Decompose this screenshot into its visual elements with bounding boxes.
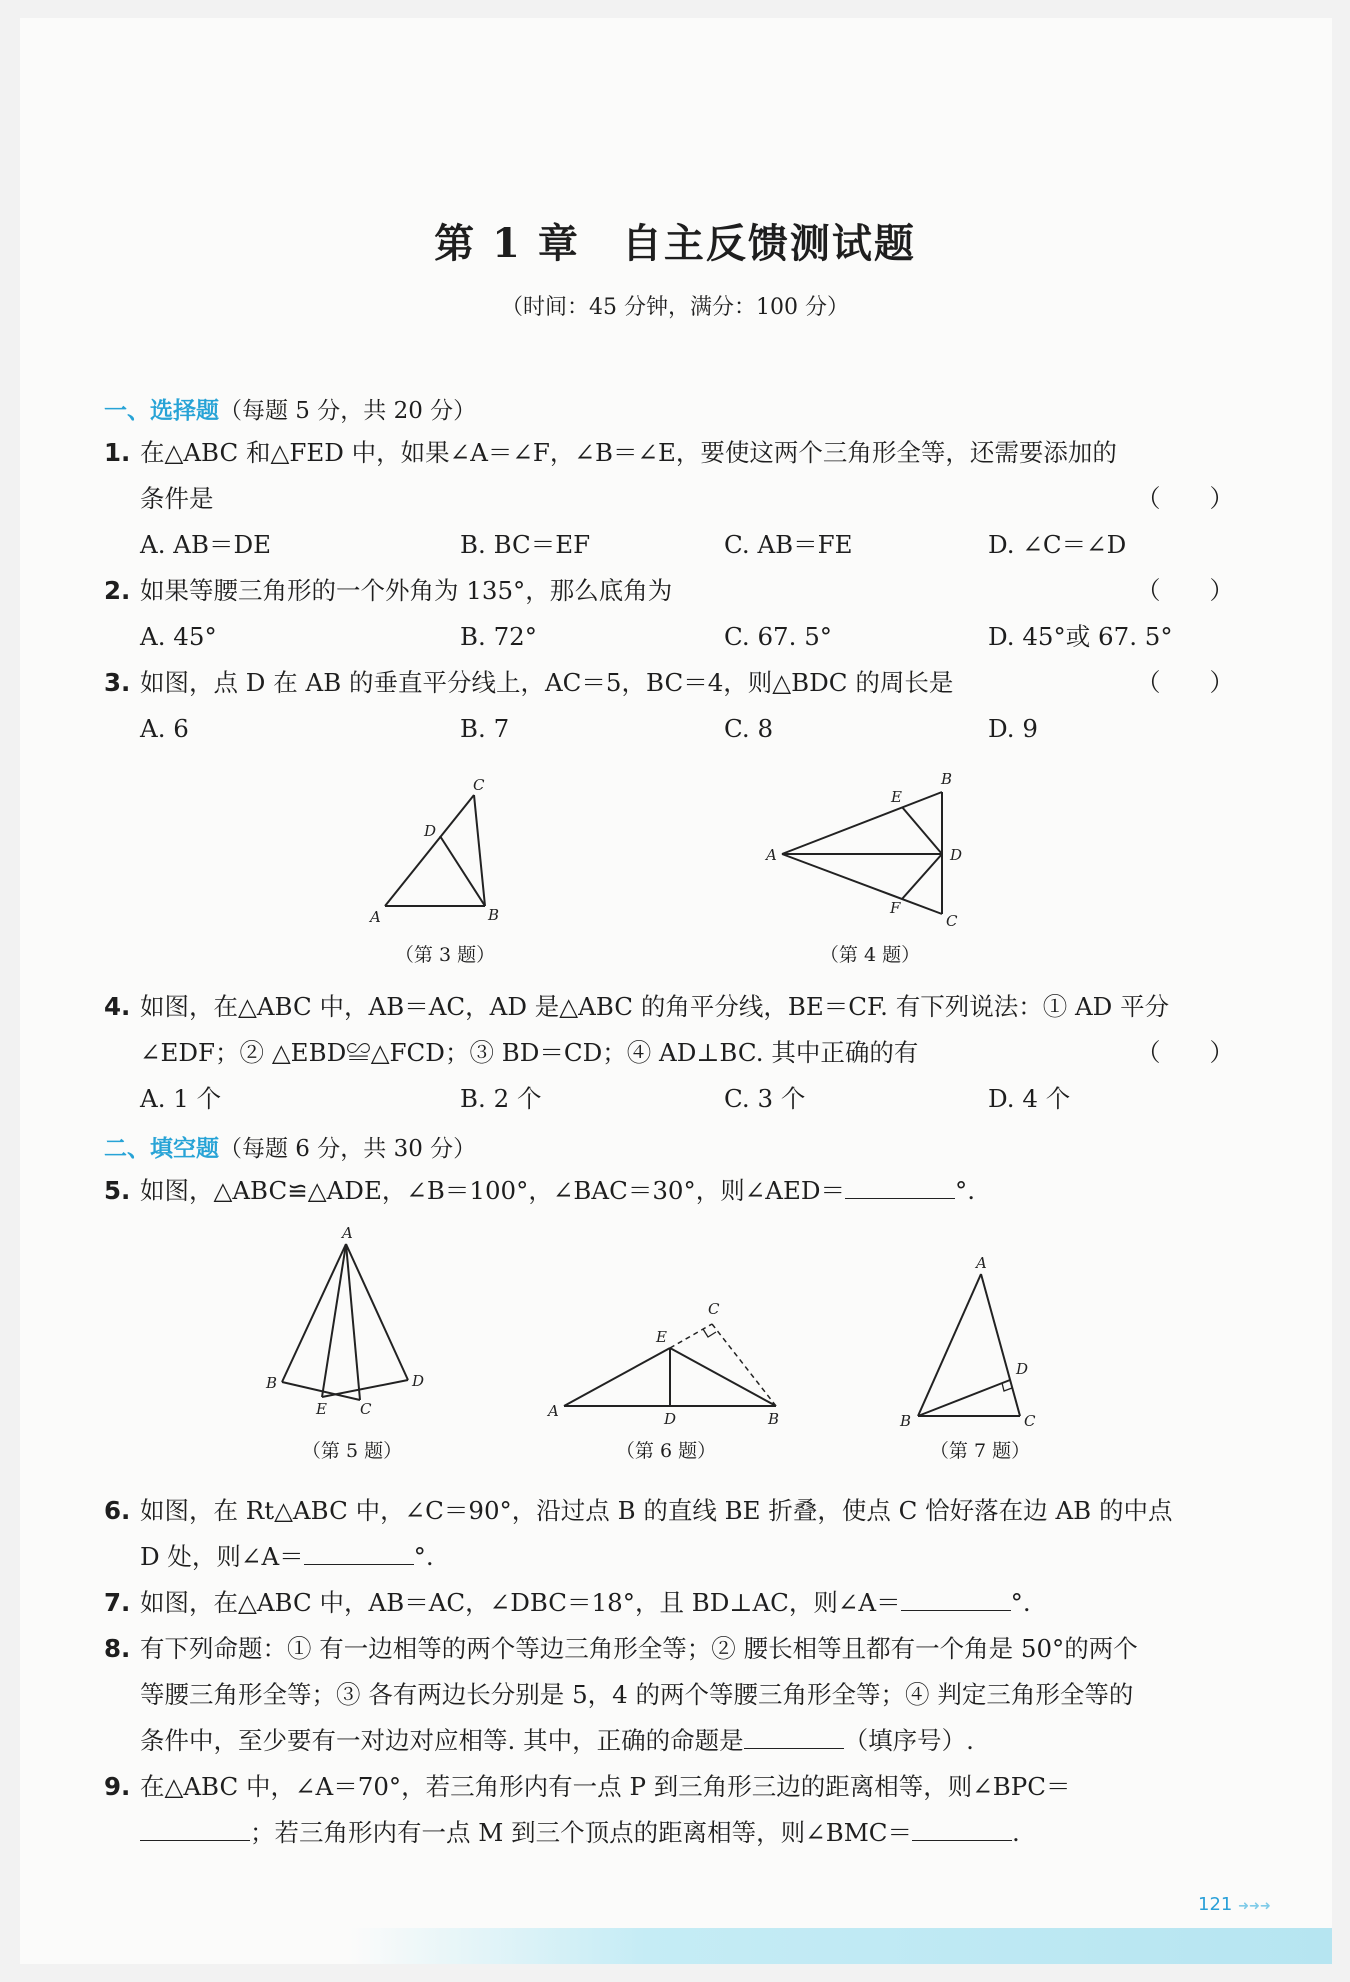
answer-paren: （ ） — [1136, 484, 1234, 513]
figure-caption: （第 7 题） — [929, 1440, 1031, 1462]
question-text: 在△ABC 中，∠A＝70°，若三角形内有一点 P 到三角形三边的距离相等，则∠BPC＝ — [140, 1772, 1071, 1801]
point-label: D — [950, 846, 963, 864]
point-label: A — [766, 846, 777, 864]
option-a: A. 1 个 — [140, 1084, 222, 1113]
question-number: 3. — [104, 668, 131, 697]
figure-3 — [360, 770, 530, 930]
options-row — [104, 706, 1234, 752]
section-note: （每题 5 分，共 20 分） — [219, 398, 477, 424]
question-1 — [104, 430, 1234, 568]
question-text: °. — [1010, 1588, 1031, 1617]
answer-paren: （ ） — [1136, 1038, 1234, 1067]
answer-blank[interactable] — [304, 1540, 414, 1565]
question-text: 如图，在△ABC 中，AB＝AC，AD 是△ABC 的角平分线，BE＝CF. 有下列说法：① AD 平分 — [140, 992, 1170, 1021]
point-label: C — [360, 1400, 372, 1418]
question-text: °. — [955, 1176, 976, 1205]
footer-band — [350, 1928, 1332, 1964]
point-label: E — [656, 1328, 667, 1346]
option-c: C. 8 — [724, 714, 774, 743]
option-c: C. 3 个 — [724, 1084, 806, 1113]
option-c: C. AB＝FE — [724, 530, 853, 559]
question-7 — [104, 1580, 1234, 1626]
options-row — [104, 1076, 1234, 1122]
answer-blank[interactable] — [901, 1586, 1011, 1611]
page-number — [1198, 1894, 1271, 1915]
point-label: B — [266, 1374, 278, 1392]
point-label: C — [946, 912, 958, 930]
option-d: D. ∠C＝∠D — [988, 530, 1127, 559]
option-c: C. 67. 5° — [724, 622, 833, 651]
question-text: 条件中，至少要有一对边对应相等. 其中，正确的命题是 — [140, 1726, 744, 1755]
option-a: A. 45° — [140, 622, 217, 651]
option-b: B. 2 个 — [460, 1084, 542, 1113]
answer-paren: （ ） — [1136, 576, 1234, 605]
figure-caption: （第 3 题） — [394, 944, 496, 966]
point-label: C — [1024, 1412, 1036, 1430]
question-text: 如图，在 Rt△ABC 中，∠C＝90°，沿过点 B 的直线 BE 折叠，使点 C 恰好落在边 AB 的中点 — [140, 1496, 1173, 1525]
figure-caption: （第 6 题） — [615, 1440, 717, 1462]
point-label: D — [664, 1410, 677, 1428]
point-label: A — [976, 1254, 987, 1272]
point-label: B — [488, 906, 500, 924]
page-subtitle: （时间：45 分钟，满分：100 分） — [501, 295, 849, 320]
point-label: F — [890, 899, 901, 917]
section-title: 一、选择题 — [104, 398, 219, 424]
figure-caption: （第 4 题） — [819, 944, 921, 966]
point-label: E — [316, 1400, 327, 1418]
arrow-icon: ➜➜➜ — [1238, 1899, 1271, 1914]
question-number: 2. — [104, 576, 131, 605]
question-text: 有下列命题：① 有一边相等的两个等边三角形全等；② 腰长相等且都有一个角是 50°的两个 — [140, 1634, 1138, 1663]
question-5 — [104, 1168, 1234, 1214]
option-a: A. AB＝DE — [140, 530, 271, 559]
question-text: （填序号）. — [843, 1726, 974, 1755]
answer-blank[interactable] — [744, 1724, 844, 1749]
page-number-text: 121 — [1198, 1894, 1233, 1915]
question-3 — [104, 660, 1234, 752]
option-d: D. 9 — [988, 714, 1038, 743]
point-label: D — [424, 822, 437, 840]
question-text: 如图，在△ABC 中，AB＝AC，∠DBC＝18°，且 BD⊥AC，则∠A＝ — [140, 1588, 901, 1617]
section-heading-choice — [104, 392, 476, 425]
point-label: B — [941, 770, 953, 788]
option-b: B. 7 — [460, 714, 510, 743]
point-label: B — [900, 1412, 912, 1430]
question-number: 4. — [104, 992, 131, 1021]
section-title: 二、填空题 — [104, 1136, 219, 1162]
option-b: B. BC＝EF — [460, 530, 591, 559]
section-heading-fill — [104, 1130, 476, 1163]
figure-6 — [540, 1290, 790, 1428]
question-text: 如图，点 D 在 AB 的垂直平分线上，AC＝5，BC＝4，则△BDC 的周长是 — [140, 668, 954, 697]
answer-blank[interactable] — [140, 1816, 250, 1841]
question-text: D 处，则∠A＝ — [140, 1542, 304, 1571]
point-label: A — [370, 908, 381, 926]
answer-paren: （ ） — [1136, 668, 1234, 697]
question-text: 等腰三角形全等；③ 各有两边长分别是 5，4 的两个等腰三角形全等；④ 判定三角形全等的 — [140, 1680, 1134, 1709]
question-text: 在△ABC 和△FED 中，如果∠A＝∠F，∠B＝∠E，要使这两个三角形全等，还需要添加的 — [140, 438, 1117, 467]
figure-caption: （第 5 题） — [301, 1440, 403, 1462]
question-8 — [104, 1626, 1234, 1764]
question-number: 6. — [104, 1496, 131, 1525]
figure-4 — [760, 770, 980, 930]
question-text: . — [1012, 1818, 1020, 1847]
page-title: 第 1 章 自主反馈测试题 — [434, 220, 916, 267]
figure-5 — [260, 1222, 440, 1418]
question-text: ；若三角形内有一点 M 到三个顶点的距离相等，则∠BMC＝ — [250, 1818, 913, 1847]
question-number: 9. — [104, 1772, 131, 1801]
question-number: 5. — [104, 1176, 131, 1205]
options-row — [104, 522, 1234, 568]
question-text: °. — [413, 1542, 434, 1571]
point-label: E — [891, 788, 902, 806]
options-row — [104, 614, 1234, 660]
question-text: ∠EDF；② △EBD≌△FCD；③ BD＝CD；④ AD⊥BC. 其中正确的有 — [140, 1038, 919, 1067]
question-2 — [104, 568, 1234, 660]
section-note: （每题 6 分，共 30 分） — [219, 1136, 477, 1162]
question-number: 7. — [104, 1588, 131, 1617]
option-b: B. 72° — [460, 622, 538, 651]
question-number: 1. — [104, 438, 131, 467]
point-label: C — [473, 776, 485, 794]
point-label: A — [342, 1224, 353, 1242]
question-text: 如果等腰三角形的一个外角为 135°，那么底角为 — [140, 576, 673, 605]
answer-blank[interactable] — [845, 1174, 955, 1199]
option-a: A. 6 — [140, 714, 189, 743]
point-label: D — [1016, 1360, 1029, 1378]
point-label: A — [548, 1402, 559, 1420]
point-label: D — [412, 1372, 425, 1390]
figure-7 — [896, 1250, 1076, 1430]
point-label: C — [708, 1300, 720, 1318]
question-text: 条件是 — [140, 484, 214, 513]
question-text: 如图，△ABC≌△ADE，∠B＝100°，∠BAC＝30°，则∠AED＝ — [140, 1176, 846, 1205]
question-4 — [104, 984, 1234, 1122]
point-label: B — [768, 1410, 780, 1428]
answer-blank[interactable] — [912, 1816, 1012, 1841]
option-d: D. 4 个 — [988, 1084, 1071, 1113]
question-9 — [104, 1764, 1234, 1856]
question-6 — [104, 1488, 1234, 1580]
question-number: 8. — [104, 1634, 131, 1663]
option-d: D. 45°或 67. 5° — [988, 622, 1173, 651]
